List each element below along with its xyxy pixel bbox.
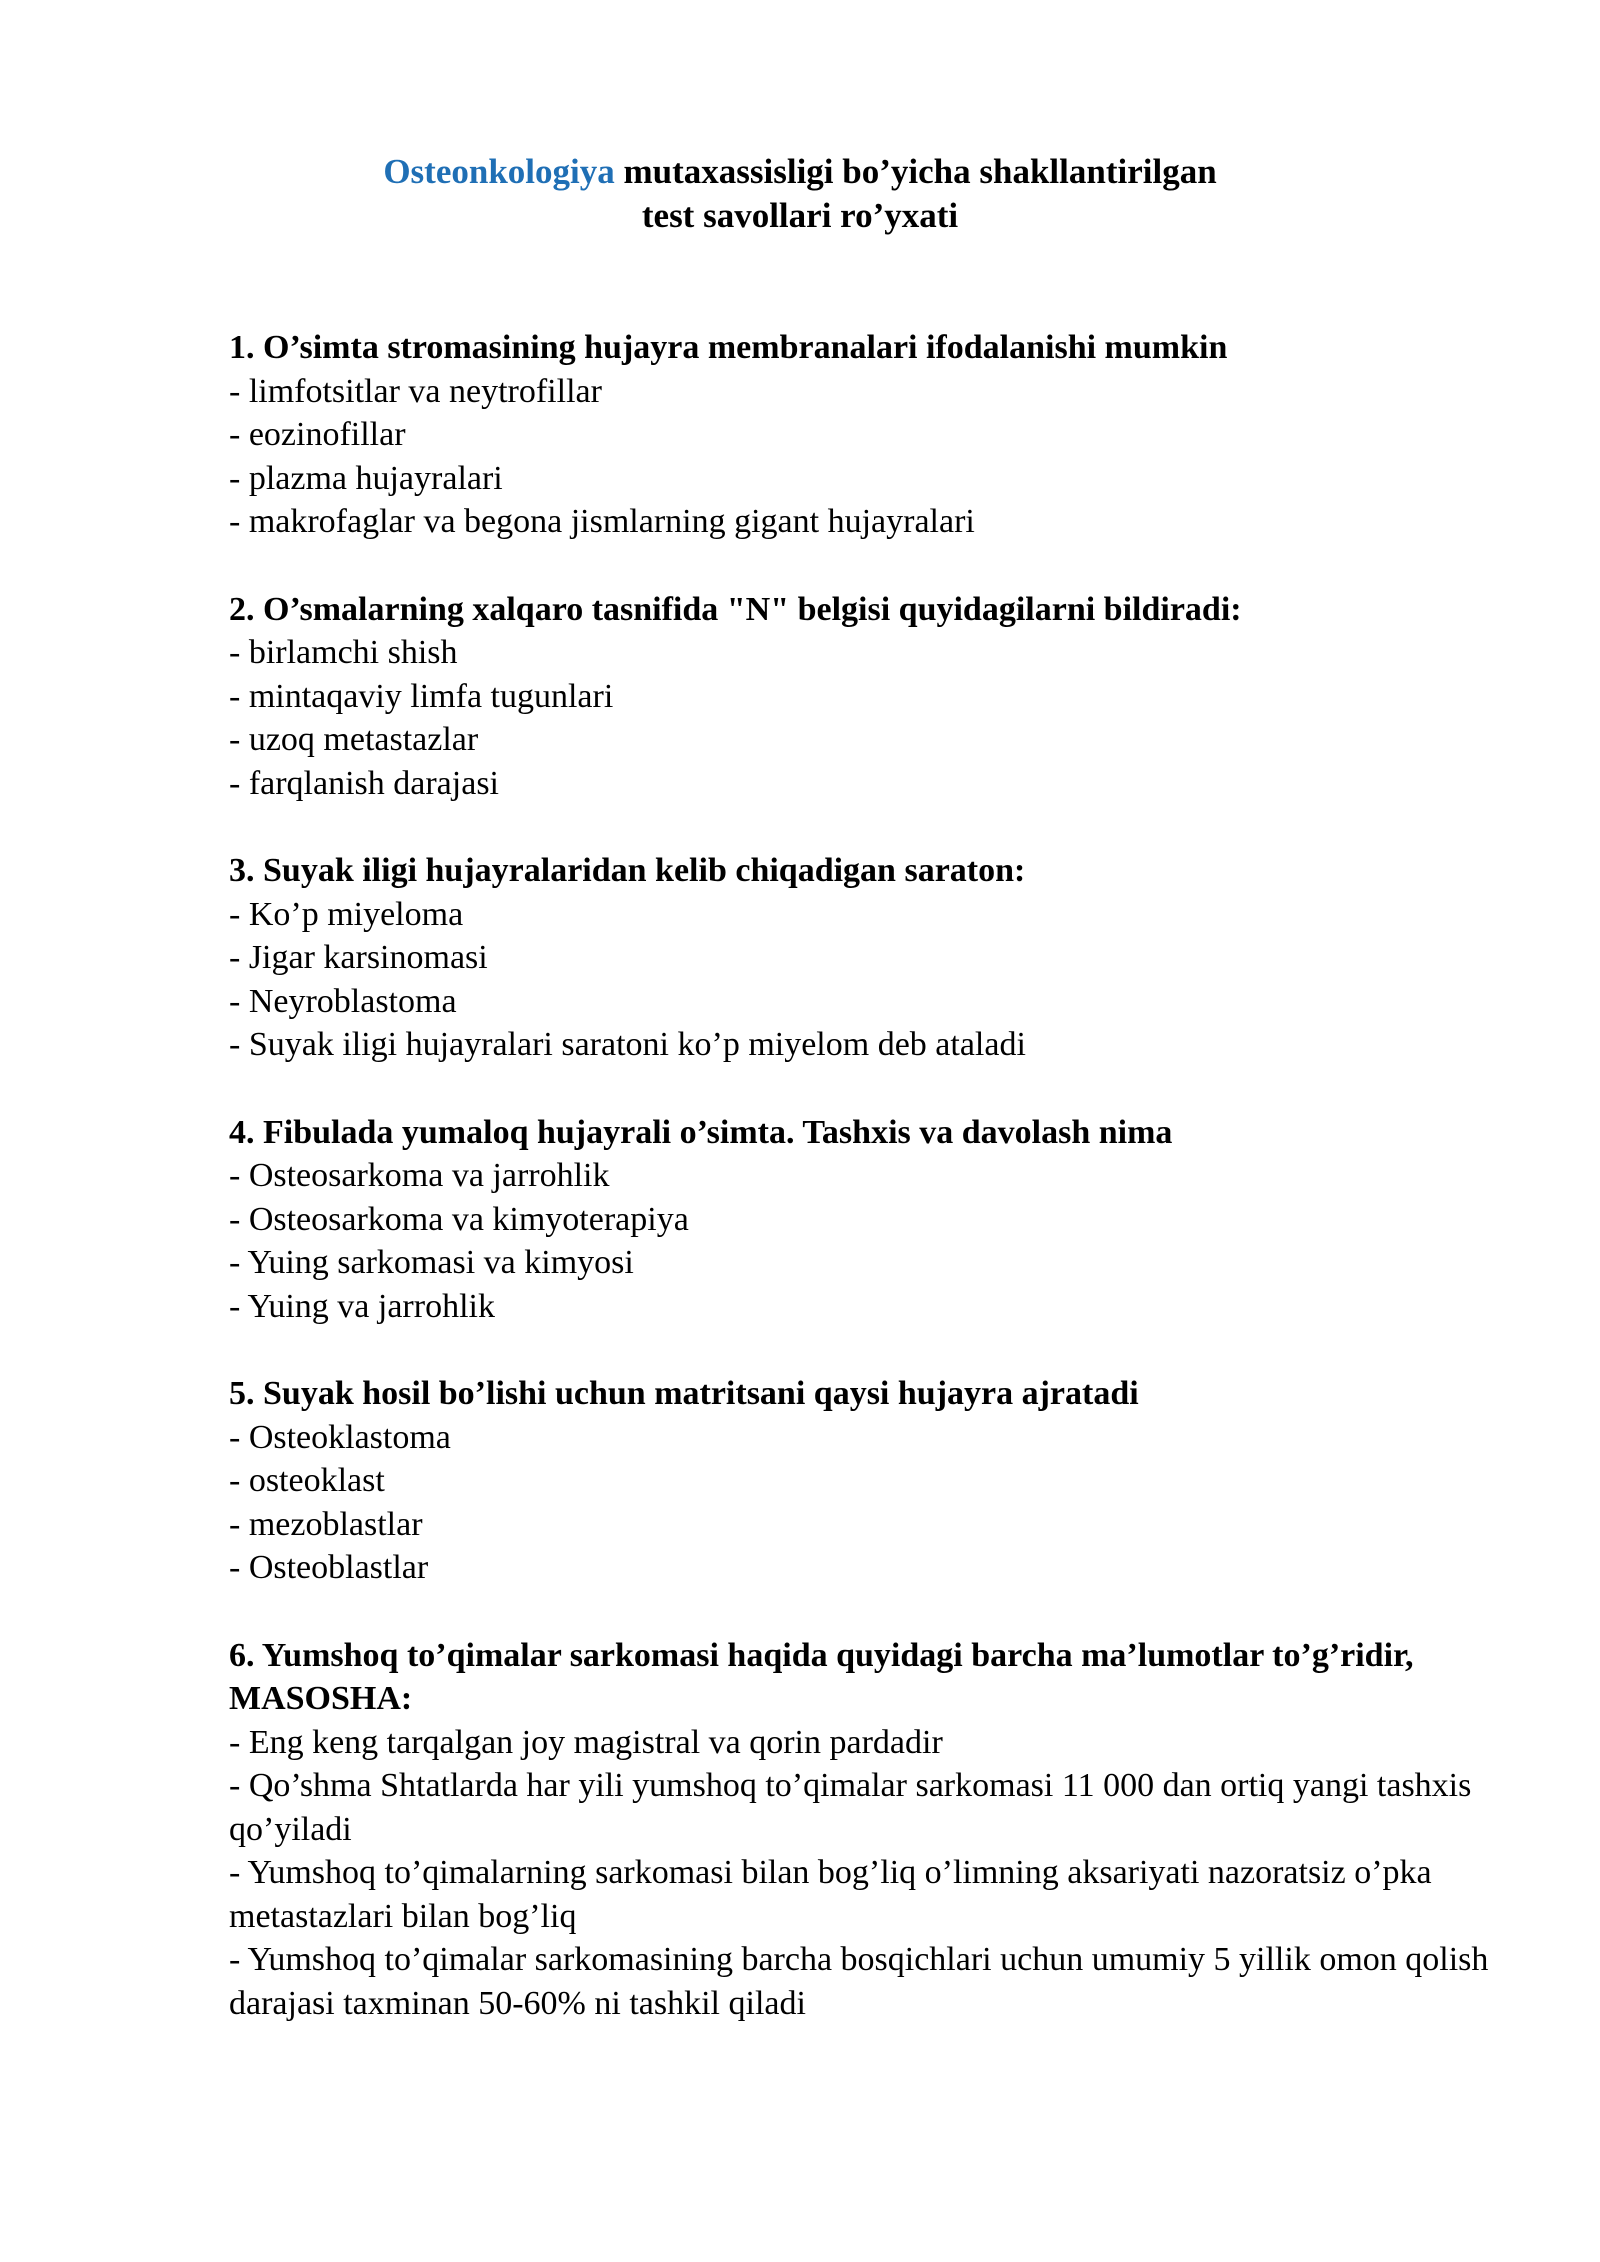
title-line2: test savollari ro’yxati	[641, 196, 959, 235]
answer-option: - Qo’shma Shtatlarda har yili yumshoq to’qimalar sarkomasi 11 000 dan ortiq yangi tashxis qo’yiladi	[229, 1767, 1472, 1848]
question-title: 4. Fibulada yumaloq hujayrali o’simta. Tashxis va davolash nima	[229, 1113, 1173, 1151]
answer-option: - Suyak iligi hujayralari saratoni ko’p miyelom deb ataladi	[229, 1026, 1026, 1063]
question-title: 2. O’smalarning xalqaro tasnifida "N" belgisi quyidagilarni bildiradi:	[229, 590, 1242, 628]
title-line1-rest: mutaxassisligi bo’yicha shakllantirilgan	[614, 152, 1217, 191]
answer-option: - Eng keng tarqalgan joy magistral va qorin pardadir	[229, 1723, 943, 1761]
answer-option: - mintaqaviy limfa tugunlari	[229, 677, 614, 715]
question-title: 1. O’simta stromasining hujayra membranalari ifodalanishi mumkin	[229, 329, 1228, 366]
answer-option: - limfotsitlar va neytrofillar	[229, 372, 602, 410]
question-4	[229, 1111, 1489, 1329]
question-2	[229, 588, 1489, 806]
question-title: 5. Suyak hosil bo’lishi uchun matritsani qaysi hujayra ajratadi	[229, 1375, 1139, 1412]
question-5	[229, 1372, 1489, 1590]
answer-option: - plazma hujayralari	[229, 459, 503, 497]
answer-option: - osteoklast	[229, 1462, 385, 1499]
answer-option: - Neyroblastoma	[229, 982, 457, 1020]
title-accent-word: Osteonkologiya	[383, 152, 615, 191]
answer-option: - eozinofillar	[229, 416, 406, 453]
question-list	[229, 326, 1489, 2069]
document-title	[0, 150, 1600, 238]
question-title: 6. Yumshoq to’qimalar sarkomasi haqida quyidagi barcha ma’lumotlar to’g’ridir, MASOSHA:	[229, 1636, 1414, 1717]
answer-option: - Osteoklastoma	[229, 1418, 451, 1456]
answer-option: - Yuing sarkomasi va kimyosi	[229, 1244, 634, 1281]
question-title: 3. Suyak iligi hujayralaridan kelib chiqadigan saraton:	[229, 852, 1026, 889]
answer-option: - uzoq metastazlar	[229, 721, 479, 758]
answer-option: - Osteosarkoma va kimyoterapiya	[229, 1200, 689, 1238]
answer-option: - mezoblastlar	[229, 1505, 423, 1543]
answer-option: - Yumshoq to’qimalarning sarkomasi bilan bog’liq o’limning aksariyati nazoratsiz o’pka metastazlari bilan bog’liq	[229, 1854, 1432, 1935]
answer-option: - Osteosarkoma va jarrohlik	[229, 1157, 610, 1194]
question-6	[229, 1634, 1489, 2026]
answer-option: - Yuing va jarrohlik	[229, 1287, 495, 1325]
answer-option: - Yumshoq to’qimalar sarkomasining barcha bosqichlari uchun umumiy 5 yillik omon qolish darajasi taxminan 50-60% ni tashkil qiladi	[229, 1941, 1489, 2022]
answer-option: - Ko’p miyeloma	[229, 895, 464, 933]
answer-option: - makrofaglar va begona jismlarning gigant hujayralari	[229, 503, 975, 540]
answer-option: - Osteoblastlar	[229, 1549, 429, 1586]
question-1	[229, 326, 1489, 544]
answer-option: - Jigar karsinomasi	[229, 939, 488, 976]
answer-option: - farqlanish darajasi	[229, 764, 499, 802]
answer-option: - birlamchi shish	[229, 634, 458, 671]
question-3	[229, 849, 1489, 1067]
